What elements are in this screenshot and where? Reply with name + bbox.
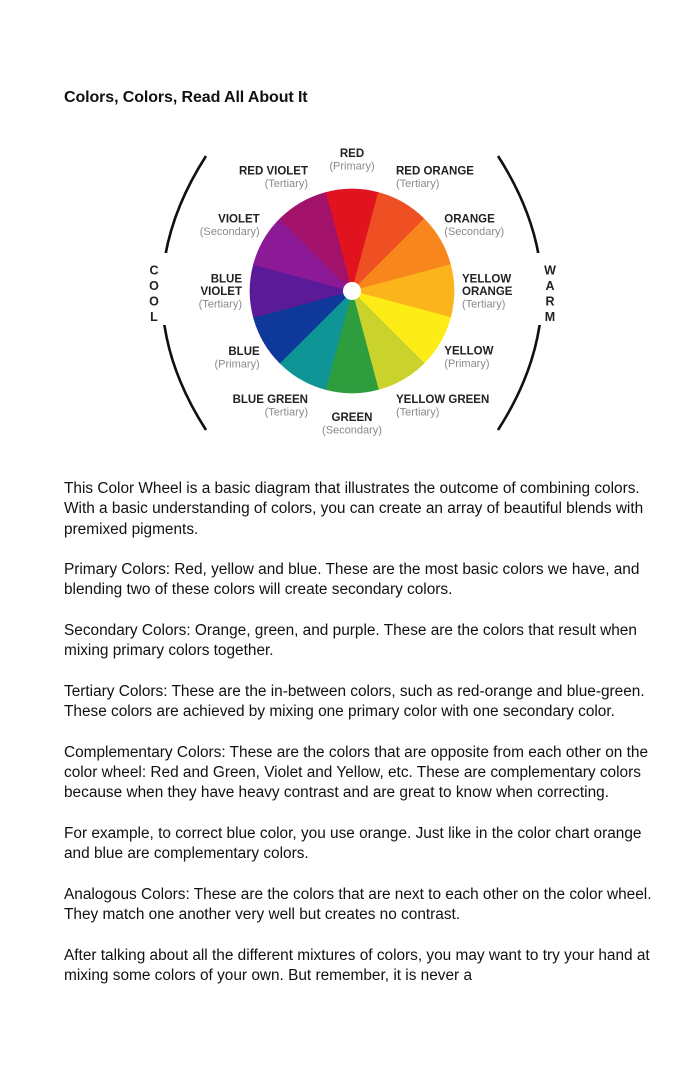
label-type-red-orange: (Tertiary) [396, 177, 440, 190]
label-name-red-orange: RED ORANGE [396, 165, 474, 178]
label-name-red: RED [339, 148, 365, 160]
paragraph-tertiary: Tertiary Colors: These are the in-between colors, such as red-orange and blue-green. These colors are achieved by mixing one primary color with one secondary color. [64, 682, 645, 721]
warm-letter-1: W [544, 263, 556, 278]
label-name-blue: BLUE [228, 345, 260, 358]
label-name-orange: ORANGE [444, 213, 495, 226]
label-red-orange [396, 165, 474, 190]
label-name-blue-violet-line-2: VIOLET [200, 286, 242, 298]
cool-letter-1: C [149, 263, 159, 278]
label-name-blue-green: BLUE GREEN [232, 394, 308, 407]
label-name-blue-violet-line-1: BLUE [210, 273, 242, 286]
warm-letter-2: A [545, 278, 555, 293]
label-type-orange: (Secondary) [444, 226, 505, 239]
label-type-blue-green: (Tertiary) [264, 406, 308, 419]
label-blue [214, 346, 260, 371]
label-name-red-violet: RED VIOLET [238, 165, 308, 178]
label-yellow [444, 346, 493, 371]
page-title: Colors, Colors, Read All About It [64, 89, 308, 106]
cool-label [149, 263, 159, 324]
label-name-yellow-orange-line-2: ORANGE [462, 286, 513, 298]
label-blue-green [233, 394, 308, 419]
paragraph-complementary: Complementary Colors: These are the colors that are opposite from each other on the color wheel: Red and Green, Violet and Yellow, etc. These are complementary colors because when they have heavy contrast and are great to know when correcting. [64, 743, 649, 802]
cool-letter-2: O [149, 278, 159, 293]
paragraph-closing: After talking about all the different mixtures of colors, you may want to try your hand at mixing some colors of your own. But remember, it is never a [64, 946, 650, 985]
color-wheel-figure [130, 148, 570, 438]
label-yellow-orange [462, 274, 513, 311]
warm-letter-4: M [544, 309, 556, 324]
label-blue-violet [199, 274, 243, 311]
label-name-yellow-orange-line-1: YELLOW [462, 273, 512, 286]
label-type-blue: (Primary) [214, 358, 260, 371]
paragraph-example: For example, to correct blue color, you use orange. Just like in the color chart orange and blue are complementary colors. [64, 825, 642, 863]
cool-letter-4: L [150, 309, 158, 324]
paragraph-primary: Primary Colors: Red, yellow and blue. These are the most basic colors we have, and blending two of these colors will create secondary colors. [64, 561, 640, 599]
label-green [322, 412, 382, 437]
label-type-yellow-orange: (Tertiary) [462, 298, 506, 311]
label-type-red-violet: (Tertiary) [264, 177, 308, 190]
label-type-green: (Secondary) [322, 424, 382, 437]
wheel-center-hole [343, 282, 361, 300]
label-name-yellow-green: YELLOW GREEN [396, 394, 490, 407]
paragraph-secondary: Secondary Colors: Orange, green, and purple. These are the colors that result when mixing primary colors together. [64, 622, 637, 660]
label-yellow-green [396, 394, 489, 419]
label-red-violet [239, 165, 308, 190]
label-type-yellow-green: (Tertiary) [396, 406, 440, 419]
color-wheel-svg [130, 148, 570, 438]
label-violet [200, 214, 260, 239]
warm-letter-3: R [545, 294, 555, 309]
label-name-violet: VIOLET [218, 213, 260, 226]
paragraph-intro: This Color Wheel is a basic diagram that illustrates the outcome of combining colors. With a basic understanding of colors, you can create an array of beautiful blends with premixed pigments. [64, 480, 644, 538]
label-name-green: GREEN [331, 411, 373, 424]
label-orange [444, 214, 504, 239]
label-type-red: (Primary) [329, 160, 375, 173]
label-type-blue-violet: (Tertiary) [198, 298, 242, 311]
label-type-yellow: (Primary) [444, 358, 490, 371]
label-name-yellow: YELLOW [444, 345, 494, 358]
paragraph-analogous: Analogous Colors: These are the colors that are next to each other on the color wheel. They match one another very well but creates no contrast. [64, 885, 652, 924]
label-red [329, 148, 374, 172]
warm-label [544, 263, 556, 324]
cool-letter-3: O [149, 294, 159, 309]
article-body [64, 479, 654, 1007]
label-type-violet: (Secondary) [199, 226, 260, 239]
